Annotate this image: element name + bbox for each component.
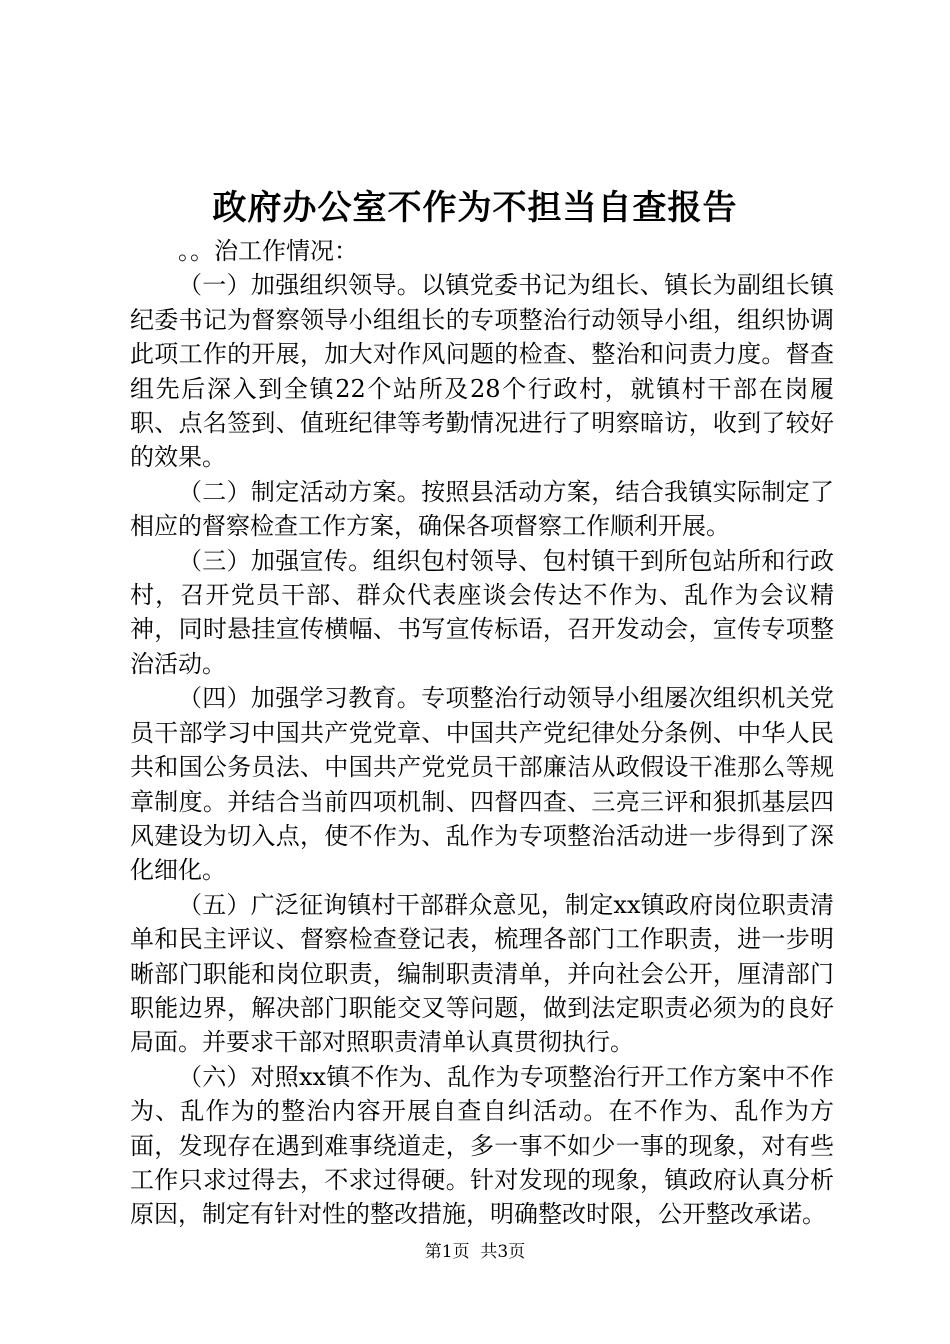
paragraph-2: （二）制定活动方案。按照县活动方案，结合我镇实际制定了相应的督察检查工作方案，确保各项督察工作顺利开展。 bbox=[130, 477, 834, 541]
page-number: 第1页 共3页 bbox=[424, 1242, 526, 1262]
page-footer bbox=[0, 1240, 950, 1264]
document-body bbox=[130, 234, 834, 1232]
paragraph-3: （三）加强宣传。组织包村领导、包村镇干到所包站所和行政村，召开党员干部、群众代表座谈会传达不作为、乱作为会议精神，同时悬挂宣传横幅、书写宣传标语，召开发动会，宣传专项整治活动。 bbox=[130, 546, 834, 678]
paragraph-intro: 。。治工作情况： bbox=[178, 237, 358, 265]
paragraph-1: （一）加强组织领导。以镇党委书记为组长、镇长为副组长镇纪委书记为督察领导小组组长的专项整治行动领导小组，组织协调此项工作的开展，加大对作风问题的检查、整治和问责力度。督查组先后深入到全镇22个站所及28个行政村，就镇村干部在岗履职、点名签到、值班纪律等考勤情况进行了明察暗访，收到了较好的效果。 bbox=[130, 271, 834, 472]
paragraph-4: （四）加强学习教育。专项整治行动领导小组屡次组织机关党员干部学习中国共产党党章、中国共产党纪律处分条例、中华人民共和国公务员法、中国共产党党员干部廉洁从政假设干准那么等规章制度。并结合当前四项机制、四督四查、三亮三评和狠抓基层四风建设为切入点，使不作为、乱作为专项整治活动进一步得到了深化细化。 bbox=[130, 684, 834, 885]
paragraph-6: （六）对照xx镇不作为、乱作为专项整治行开工作方案中不作为、乱作为的整治内容开展自查自纠活动。在不作为、乱作为方面，发现存在遇到难事绕道走，多一事不如少一事的现象，对有些工作只求过得去，不求过得硬。针对发现的现象，镇政府认真分析原因，制定有针对性的整改措施，明确整改时限，公开整改承诺。 bbox=[130, 1062, 834, 1229]
paragraph-5: （五）广泛征询镇村干部群众意见，制定xx镇政府岗位职责清单和民主评议、督察检查登记表，梳理各部门工作职责，进一步明晰部门职能和岗位职责，编制职责清单，并向社会公开，厘清部门职能边界，解决部门职能交叉等问题，做到法定职责必须为的良好局面。并要求干部对照职责清单认真贯彻执行。 bbox=[130, 890, 834, 1057]
document-title: 政府办公室不作为不担当自查报告 bbox=[212, 188, 738, 228]
